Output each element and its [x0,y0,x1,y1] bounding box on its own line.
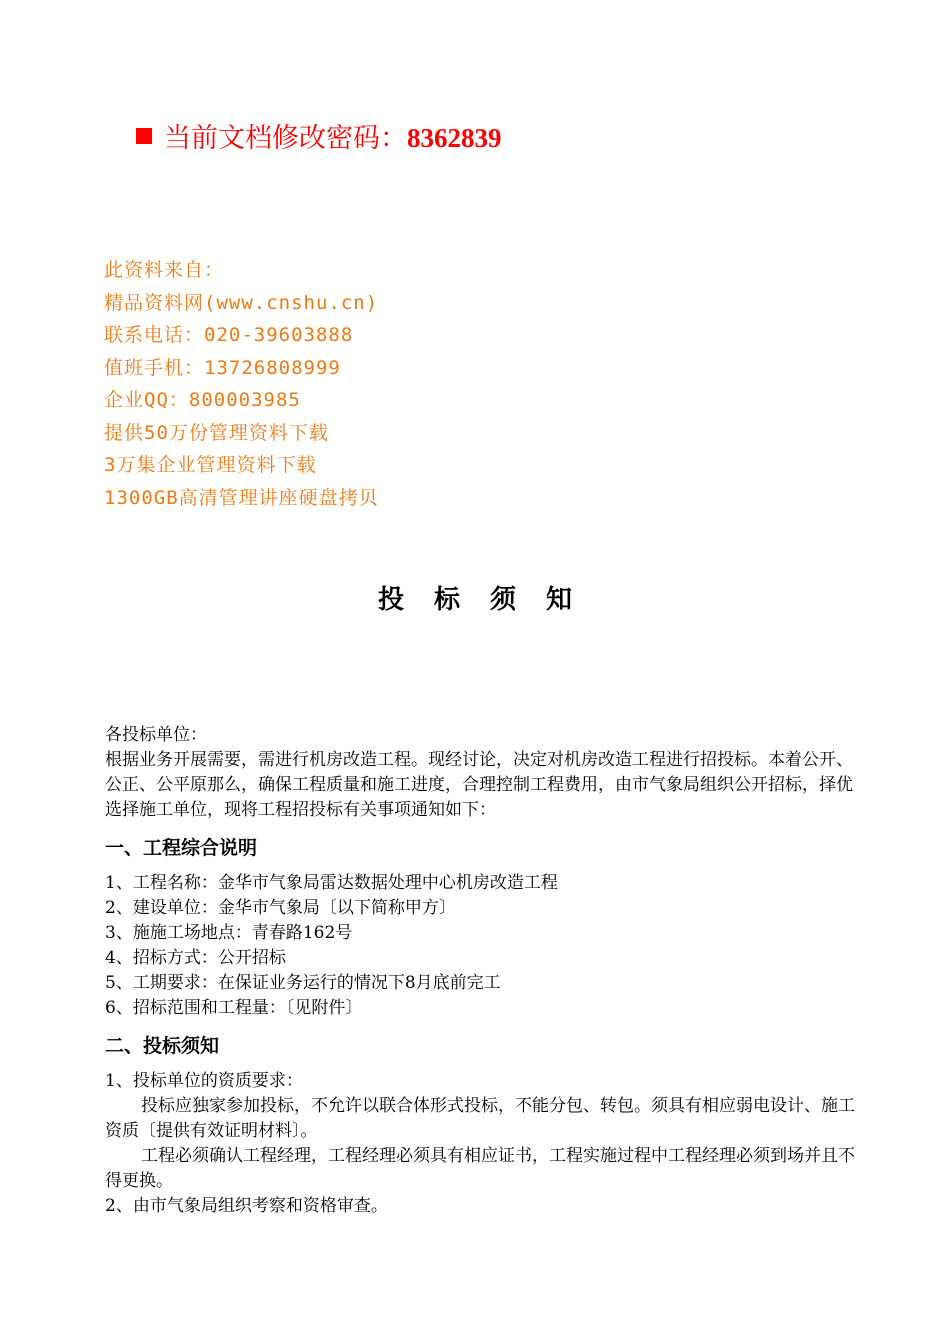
source-line: 精品资料网(www.cnshu.cn) [104,291,379,314]
section-heading: 一、工程综合说明 [105,837,258,859]
list-item: 5、工期要求：在保证业务运行的情况下8月底前完工 [105,973,501,993]
list-item: 4、招标方式：公开招标 [105,948,286,968]
source-line: 值班手机：13726808999 [104,356,341,379]
greeting: 各投标单位： [105,725,207,745]
list-item: 3、施施工场地点：青春路162号 [105,923,353,943]
source-info-block [104,254,379,514]
bullet-square-icon [136,128,152,144]
document-title: 投标须知 [377,585,602,615]
list-item: 2、由市气象局组织考察和资格审查。 [105,1196,388,1216]
source-line: 联系电话：020-39603888 [104,324,354,346]
password-notice [136,118,502,159]
list-item: 1、工程名称：金华市气象局雷达数据处理中心机房改造工程 [105,873,558,893]
password-code: 8362839 [407,123,502,153]
document-body [105,723,865,1219]
list-item: 2、建设单位：金华市气象局〔以下简称甲方〕 [105,898,456,918]
list-item: 6、招标范围和工程量：〔见附件〕 [105,998,363,1018]
body-paragraph: 投标应独家参加投标，不允许以联合体形式投标，不能分包、转包。须具有相应弱电设计、施工资质〔提供有效证明材料〕。 [105,1096,855,1141]
body-paragraph: 工程必须确认工程经理，工程经理必须具有相应证书，工程实施过程中工程经理必须到场并且不得更换。 [105,1146,855,1191]
source-line: 3万集企业管理资料下载 [104,454,317,476]
list-item: 1、投标单位的资质要求： [105,1071,303,1091]
source-line: 此资料来自： [104,259,225,281]
section-heading: 二、投标须知 [105,1035,220,1057]
password-label: 当前文档修改密码： [164,123,407,154]
source-line: 1300GB高清管理讲座硬盘拷贝 [104,486,379,509]
source-line: 提供50万份管理资料下载 [104,421,329,444]
source-line: 企业QQ：800003985 [104,389,301,411]
intro-paragraph: 根据业务开展需要，需进行机房改造工程。现经讨论，决定对机房改造工程进行招投标。本着公开、公正、公平原那么，确保工程质量和施工进度，合理控制工程费用，由市气象局组织公开招标，择优选择施工单位，现将工程招投标有关事项通知如下： [105,750,853,820]
